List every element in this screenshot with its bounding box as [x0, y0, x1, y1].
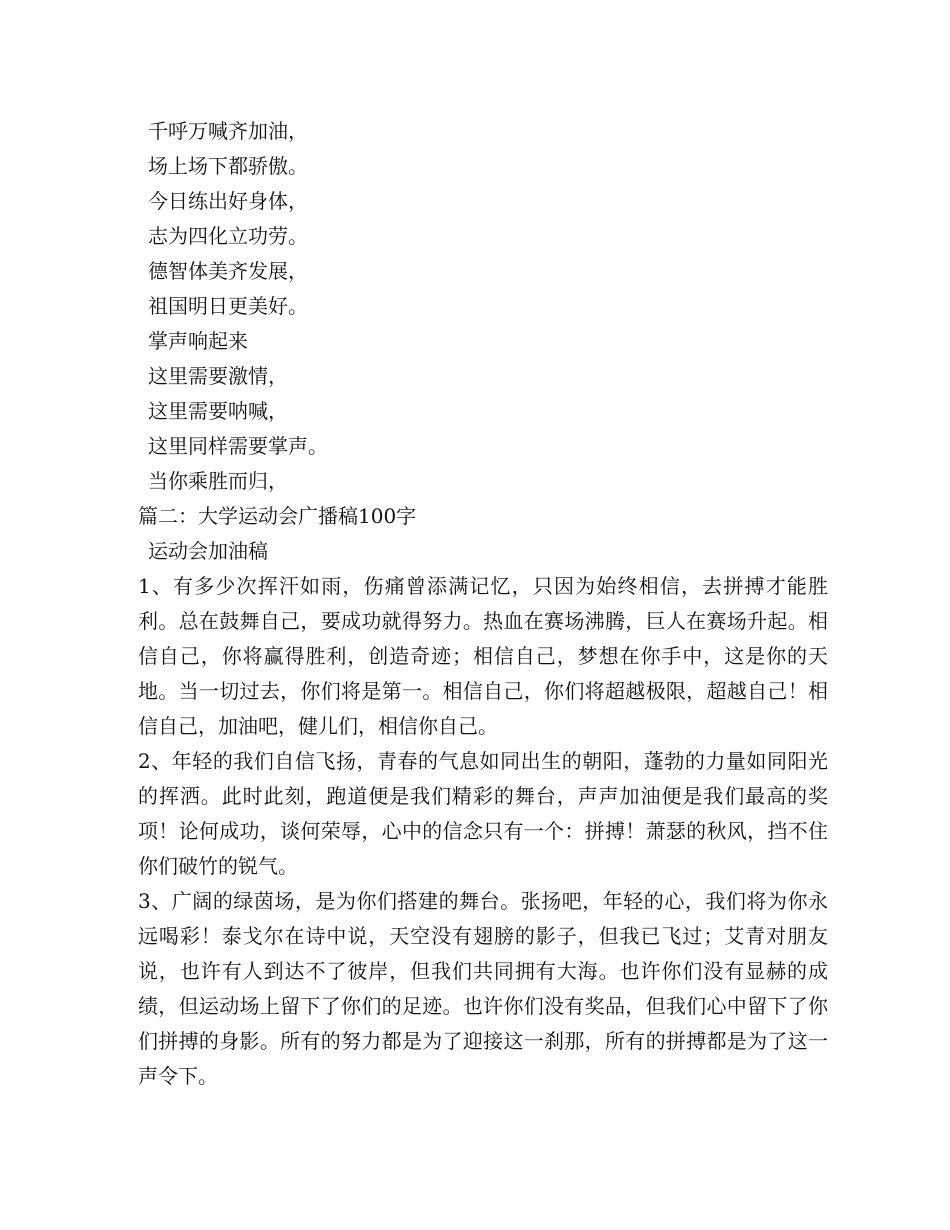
- poem-line: 这里需要激情，: [148, 364, 288, 388]
- poem-line: 这里同样需要掌声。: [148, 434, 328, 458]
- poem-line: 祖国明日更美好。: [148, 294, 308, 318]
- section-heading: 篇二：大学运动会广播稿100字: [138, 504, 417, 528]
- poem-line: 场上场下都骄傲。: [148, 154, 308, 178]
- poem-line: 这里需要呐喊，: [148, 399, 288, 423]
- document-body: [138, 114, 828, 1094]
- paragraph: 1、有多少次挥汗如雨，伤痛曾添满记忆，只因为始终相信，去拼搏才能胜利。总在鼓舞自己，要成功就得努力。热血在赛场沸腾，巨人在赛场升起。相信自己，你将赢得胜利，创造奇迹；相信自己，梦想在你手中，这是你的天地。当一切过去，你们将是第一。相信自己，你们将超越极限，超越自己！相信自己，加油吧，健儿们，相信你自己。: [138, 574, 828, 738]
- poem-line: 当你乘胜而归，: [148, 469, 288, 493]
- paragraph: 3、广阔的绿茵场，是为你们搭建的舞台。张扬吧，年轻的心，我们将为你永远喝彩！泰戈尔在诗中说，天空没有翅膀的影子，但我已飞过；艾青对朋友说，也许有人到达不了彼岸，但我们共同拥有大海。也许你们没有显赫的成绩，但运动场上留下了你们的足迹。也许你们没有奖品，但我们心中留下了你们拼搏的身影。所有的努力都是为了迎接这一刹那，所有的拼搏都是为了这一声令下。: [138, 889, 828, 1088]
- poem-line: 今日练出好身体，: [148, 189, 308, 213]
- subheading: 运动会加油稿: [148, 539, 268, 563]
- poem-line: 千呼万喊齐加油，: [148, 119, 308, 143]
- poem-line: 掌声响起来: [148, 329, 248, 353]
- poem-line: 志为四化立功劳。: [148, 224, 308, 248]
- poem-line: 德智体美齐发展，: [148, 259, 308, 283]
- paragraph: 2、年轻的我们自信飞扬，青春的气息如同出生的朝阳，蓬勃的力量如同阳光的挥洒。此时此刻，跑道便是我们精彩的舞台，声声加油便是我们最高的奖项！论何成功，谈何荣辱，心中的信念只有一个：拼搏！萧瑟的秋风，挡不住你们破竹的锐气。: [138, 749, 828, 878]
